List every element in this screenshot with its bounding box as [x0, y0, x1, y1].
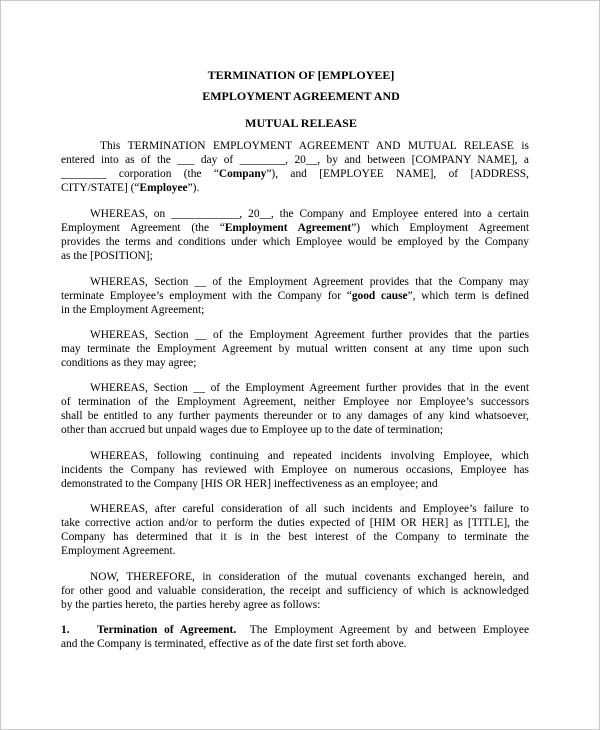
whereas-5-line-3: demonstrated to the Company [HIS OR HER] ineffectiveness as an employee; and	[61, 478, 438, 490]
section-1-line-1: 1. Termination of Agreement. The Employment Agreement by and between Employee	[61, 624, 530, 636]
whereas-5-line-2: incidents the Company has reviewed with Employee on numerous occasions, Employee has	[61, 464, 529, 476]
intro-line-4: CITY/STATE] (“Employee”).	[61, 182, 200, 194]
whereas-1-line-1: WHEREAS, on ____________, 20__, the Company and Employee entered into a certain	[90, 208, 529, 220]
whereas-3-line-1: WHEREAS, Section __ of the Employment Agreement further provides that the parties	[90, 329, 529, 341]
title-line-2: EMPLOYMENT AGREEMENT AND	[202, 89, 400, 103]
intro-line-3: ________ corporation (the “Company”), and [EMPLOYEE NAME], of [ADDRESS,	[61, 168, 529, 180]
whereas-6-line-4: Employment Agreement.	[61, 545, 176, 557]
whereas-3-line-2: may terminate the Employment Agreement by mutual written consent at any time upon such	[61, 343, 529, 355]
section-1-line-2: and the Company is terminated, effective as of the date first set forth above.	[61, 638, 407, 650]
whereas-2-line-1: WHEREAS, Section __ of the Employment Agreement provides that the Company may	[90, 276, 529, 288]
section-1-number: 1.	[61, 624, 70, 636]
whereas-4-line-4: other than accrued but unpaid wages due to Employee up to the date of termination;	[61, 424, 444, 436]
intro-line-1: This TERMINATION EMPLOYMENT AGREEMENT AND MUTUAL RELEASE is	[100, 140, 529, 152]
whereas-4-line-1: WHEREAS, Section __ of the Employment Agreement further provides that in the event	[90, 382, 529, 394]
now-therefore-line-3: by the parties hereto, the parties hereby agree as follows:	[61, 599, 321, 611]
intro-line-2: entered into as of the ___ day of ________, 20__, by and between [COMPANY NAME], a	[61, 154, 529, 166]
whereas-6-line-3: Company has determined that it is in the best interest of the Company to terminate the	[61, 531, 529, 543]
now-therefore-line-1: NOW, THEREFORE, in consideration of the mutual covenants exchanged herein, and	[90, 571, 529, 583]
whereas-6-line-2: take corrective action and/or to perform the duties expected of [HIM OR HER] as [TITLE], the	[61, 517, 529, 529]
whereas-2-line-2: terminate Employee’s employment with the Company for “good cause”, which term is defined	[61, 290, 530, 302]
whereas-4-line-2: of termination of the Employment Agreement, neither Employee nor Employee’s successors	[61, 396, 529, 408]
whereas-1-line-4: as the [POSITION];	[61, 250, 153, 262]
whereas-2-line-3: in the Employment Agreement;	[61, 304, 205, 316]
whereas-4-line-3: shall be entitled to any further payments thereunder or to any damages of any kind whatsoever,	[61, 410, 529, 422]
whereas-1-line-2: Employment Agreement (the “Employment Agreement”) which Employment Agreement	[61, 222, 530, 234]
title-line-3: MUTUAL RELEASE	[245, 116, 357, 130]
whereas-5-line-1: WHEREAS, following continuing and repeated incidents involving Employee, which	[90, 450, 529, 462]
section-1-heading: Termination of Agreement.	[97, 624, 237, 636]
now-therefore-line-2: for other good and valuable consideration, the receipt and sufficiency of which is acknowledged	[61, 585, 529, 597]
whereas-6-line-1: WHEREAS, after careful consideration of all such incidents and Employee’s failure to	[90, 503, 529, 515]
title-line-1: TERMINATION OF [EMPLOYEE]	[207, 68, 395, 82]
whereas-3-line-3: conditions as they may agree;	[61, 357, 197, 369]
whereas-1-line-3: provides the terms and conditions under which Employee would be employed by the Company	[61, 236, 529, 248]
